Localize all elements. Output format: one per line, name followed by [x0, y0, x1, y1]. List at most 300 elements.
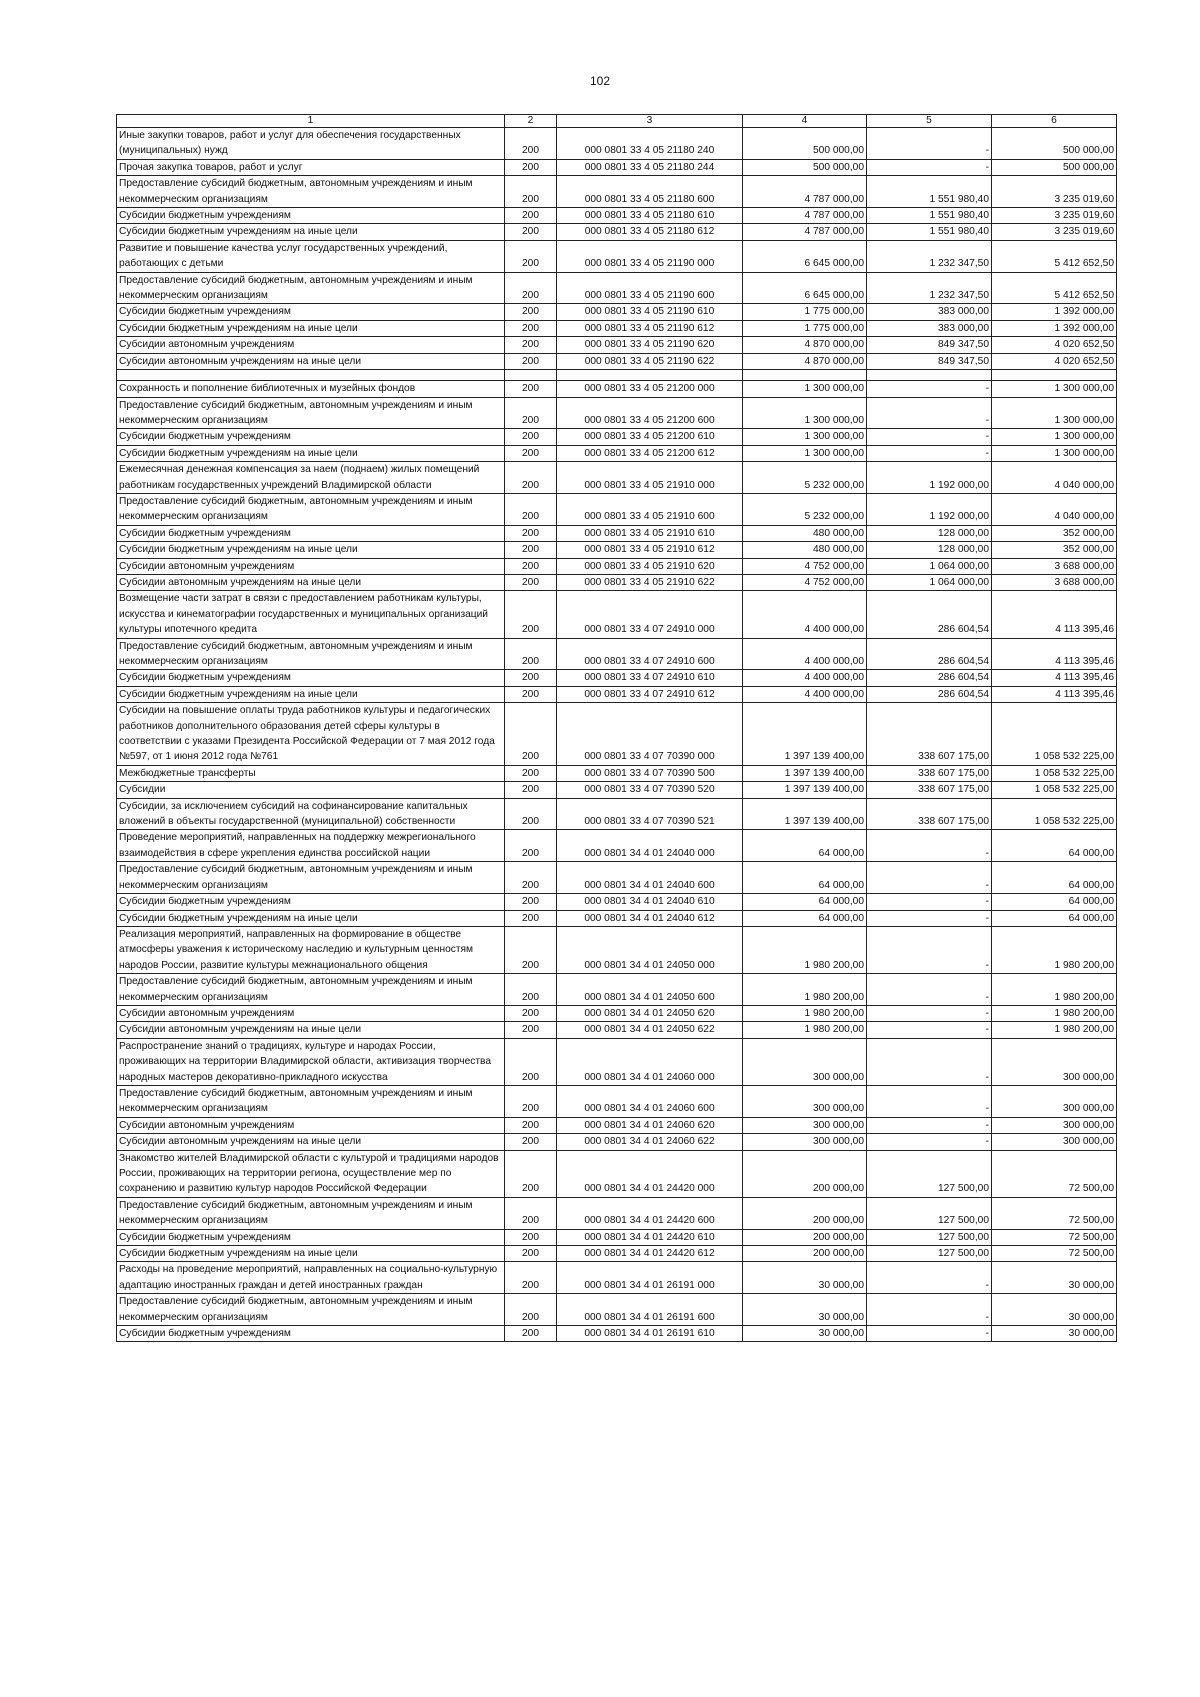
budget-code-cell: 000 0801 34 4 01 24420 000: [557, 1150, 743, 1197]
executed-amount-cell: 127 500,00: [867, 1150, 992, 1197]
approved-amount-cell: 4 752 000,00: [743, 574, 867, 590]
admin-code-cell: 200: [505, 272, 557, 304]
admin-code-cell: 200: [505, 493, 557, 525]
unexecuted-amount-cell: 1 058 532 225,00: [992, 765, 1117, 781]
unexecuted-amount-cell: 30 000,00: [992, 1326, 1117, 1342]
budget-code-cell: 000 0801 33 4 05 21200 612: [557, 445, 743, 461]
executed-amount-cell: 1 064 000,00: [867, 574, 992, 590]
unexecuted-amount-cell: 300 000,00: [992, 1085, 1117, 1117]
unexecuted-amount-cell: 300 000,00: [992, 1117, 1117, 1133]
budget-code-cell: 000 0801 33 4 05 21180 600: [557, 176, 743, 208]
budget-execution-table: [116, 114, 1117, 1342]
approved-amount-cell: 1 980 200,00: [743, 1022, 867, 1038]
unexecuted-amount-cell: 1 980 200,00: [992, 1005, 1117, 1021]
table-row: [117, 670, 1117, 686]
executed-amount-cell: -: [867, 445, 992, 461]
budget-code-cell: 000 0801 33 4 05 21180 610: [557, 208, 743, 224]
budget-code-cell: 000 0801 34 4 01 26191 600: [557, 1294, 743, 1326]
budget-code-cell: 000 0801 33 4 05 21190 610: [557, 304, 743, 320]
spacer-row: [117, 370, 1117, 381]
admin-code-cell: 200: [505, 1117, 557, 1133]
approved-amount-cell: 6 645 000,00: [743, 272, 867, 304]
approved-amount-cell: 300 000,00: [743, 1117, 867, 1133]
approved-amount-cell: 4 400 000,00: [743, 591, 867, 638]
table-row: [117, 558, 1117, 574]
approved-amount-cell: 4 787 000,00: [743, 208, 867, 224]
unexecuted-amount-cell: 1 058 532 225,00: [992, 782, 1117, 798]
expense-name-cell: Распространение знаний о традициях, культуре и народах России, проживающих на территории Владимирской области, активизация творчества народных мастеров декоративно-прикладного искусства: [117, 1038, 505, 1085]
expense-name-cell: Субсидии автономным учреждениям: [117, 337, 505, 353]
expense-name-cell: Предоставление субсидий бюджетным, автономным учреждениям и иным некоммерческим организациям: [117, 1294, 505, 1326]
table-row: [117, 638, 1117, 670]
admin-code-cell: 200: [505, 830, 557, 862]
approved-amount-cell: 300 000,00: [743, 1085, 867, 1117]
approved-amount-cell: 300 000,00: [743, 1038, 867, 1085]
executed-amount-cell: -: [867, 862, 992, 894]
executed-amount-cell: -: [867, 381, 992, 397]
expense-name-cell: Знакомство жителей Владимирской области с культурой и традициями народов России, проживающих на территории региона, осуществление мер по сохранению и развитию культур народов Российской Федерации: [117, 1150, 505, 1197]
admin-code-cell: 200: [505, 1134, 557, 1150]
approved-amount-cell: 1 300 000,00: [743, 397, 867, 429]
unexecuted-amount-cell: 300 000,00: [992, 1038, 1117, 1085]
admin-code-cell: 200: [505, 1246, 557, 1262]
page-number: 102: [589, 74, 611, 88]
spacer-cell: [867, 370, 992, 381]
expense-name-cell: Предоставление субсидий бюджетным, автономным учреждениям и иным некоммерческим организациям: [117, 862, 505, 894]
table-row: [117, 686, 1117, 702]
executed-amount-cell: 286 604,54: [867, 686, 992, 702]
expense-name-cell: Субсидии, за исключением субсидий на софинансирование капитальных вложений в объекты государственной (муниципальной) собственности: [117, 798, 505, 830]
table-row: [117, 1326, 1117, 1342]
table-row: [117, 445, 1117, 461]
approved-amount-cell: 4 787 000,00: [743, 176, 867, 208]
budget-code-cell: 000 0801 34 4 01 24050 000: [557, 926, 743, 973]
budget-code-cell: 000 0801 33 4 05 21180 612: [557, 224, 743, 240]
admin-code-cell: 200: [505, 1229, 557, 1245]
admin-code-cell: 200: [505, 638, 557, 670]
expense-name-cell: Субсидии бюджетным учреждениям: [117, 894, 505, 910]
executed-amount-cell: 127 500,00: [867, 1197, 992, 1229]
executed-amount-cell: 338 607 175,00: [867, 703, 992, 766]
admin-code-cell: 200: [505, 670, 557, 686]
approved-amount-cell: 1 775 000,00: [743, 320, 867, 336]
expense-name-cell: Предоставление субсидий бюджетным, автономным учреждениям и иным некоммерческим организациям: [117, 1197, 505, 1229]
expense-name-cell: Предоставление субсидий бюджетным, автономным учреждениям и иным некоммерческим организациям: [117, 1085, 505, 1117]
approved-amount-cell: 1 397 139 400,00: [743, 798, 867, 830]
approved-amount-cell: 1 980 200,00: [743, 1005, 867, 1021]
executed-amount-cell: -: [867, 910, 992, 926]
unexecuted-amount-cell: 4 020 652,50: [992, 353, 1117, 369]
approved-amount-cell: 5 232 000,00: [743, 493, 867, 525]
unexecuted-amount-cell: 300 000,00: [992, 1134, 1117, 1150]
expense-name-cell: Субсидии автономным учреждениям на иные цели: [117, 1134, 505, 1150]
approved-amount-cell: 480 000,00: [743, 525, 867, 541]
expense-name-cell: Предоставление субсидий бюджетным, автономным учреждениям и иным некоммерческим организациям: [117, 974, 505, 1006]
unexecuted-amount-cell: 4 040 000,00: [992, 462, 1117, 494]
approved-amount-cell: 4 400 000,00: [743, 686, 867, 702]
approved-amount-cell: 64 000,00: [743, 910, 867, 926]
expense-name-cell: Иные закупки товаров, работ и услуг для обеспечения государственных (муниципальных) нужд: [117, 128, 505, 160]
table-row: [117, 462, 1117, 494]
executed-amount-cell: -: [867, 1038, 992, 1085]
admin-code-cell: 200: [505, 1038, 557, 1085]
budget-code-cell: 000 0801 33 4 07 24910 000: [557, 591, 743, 638]
approved-amount-cell: 1 980 200,00: [743, 926, 867, 973]
unexecuted-amount-cell: 3 688 000,00: [992, 558, 1117, 574]
executed-amount-cell: 383 000,00: [867, 304, 992, 320]
expense-name-cell: Предоставление субсидий бюджетным, автономным учреждениям и иным некоммерческим организациям: [117, 176, 505, 208]
table-row: [117, 798, 1117, 830]
approved-amount-cell: 4 752 000,00: [743, 558, 867, 574]
approved-amount-cell: 300 000,00: [743, 1134, 867, 1150]
table-row: [117, 176, 1117, 208]
admin-code-cell: 200: [505, 304, 557, 320]
executed-amount-cell: -: [867, 830, 992, 862]
table-row: [117, 525, 1117, 541]
unexecuted-amount-cell: 72 500,00: [992, 1246, 1117, 1262]
admin-code-cell: 200: [505, 128, 557, 160]
executed-amount-cell: 1 551 980,40: [867, 176, 992, 208]
budget-code-cell: 000 0801 33 4 05 21190 600: [557, 272, 743, 304]
expense-name-cell: Субсидии бюджетным учреждениям на иные цели: [117, 445, 505, 461]
unexecuted-amount-cell: 4 113 395,46: [992, 591, 1117, 638]
table-row: [117, 1294, 1117, 1326]
admin-code-cell: 200: [505, 320, 557, 336]
expense-name-cell: Субсидии бюджетным учреждениям на иные цели: [117, 224, 505, 240]
expense-name-cell: Субсидии автономным учреждениям на иные цели: [117, 574, 505, 590]
unexecuted-amount-cell: 1 980 200,00: [992, 974, 1117, 1006]
table-row: [117, 208, 1117, 224]
table-row: [117, 1022, 1117, 1038]
admin-code-cell: 200: [505, 176, 557, 208]
unexecuted-amount-cell: 1 392 000,00: [992, 320, 1117, 336]
approved-amount-cell: 1 300 000,00: [743, 381, 867, 397]
budget-code-cell: 000 0801 33 4 07 70390 520: [557, 782, 743, 798]
table-row: [117, 591, 1117, 638]
approved-amount-cell: 480 000,00: [743, 542, 867, 558]
unexecuted-amount-cell: 4 113 395,46: [992, 670, 1117, 686]
executed-amount-cell: 338 607 175,00: [867, 782, 992, 798]
budget-code-cell: 000 0801 34 4 01 24060 000: [557, 1038, 743, 1085]
column-header-2: 2: [505, 115, 557, 128]
approved-amount-cell: 1 397 139 400,00: [743, 703, 867, 766]
table-row: [117, 862, 1117, 894]
admin-code-cell: 200: [505, 1294, 557, 1326]
executed-amount-cell: 1 192 000,00: [867, 462, 992, 494]
admin-code-cell: 200: [505, 240, 557, 272]
executed-amount-cell: 1 232 347,50: [867, 272, 992, 304]
admin-code-cell: 200: [505, 208, 557, 224]
admin-code-cell: 200: [505, 1150, 557, 1197]
admin-code-cell: 200: [505, 1262, 557, 1294]
unexecuted-amount-cell: 1 980 200,00: [992, 1022, 1117, 1038]
budget-code-cell: 000 0801 34 4 01 24050 600: [557, 974, 743, 1006]
executed-amount-cell: 127 500,00: [867, 1246, 992, 1262]
table-row: [117, 1197, 1117, 1229]
table-row: [117, 894, 1117, 910]
expense-name-cell: Ежемесячная денежная компенсация за наем (поднаем) жилых помещений работникам государственных учреждений Владимирской области: [117, 462, 505, 494]
budget-code-cell: 000 0801 34 4 01 24060 622: [557, 1134, 743, 1150]
expense-name-cell: Возмещение части затрат в связи с предоставлением работникам культуры, искусства и кинематографии государственных и муниципальных организаций культуры ипотечного кредита: [117, 591, 505, 638]
budget-code-cell: 000 0801 34 4 01 24420 610: [557, 1229, 743, 1245]
executed-amount-cell: 383 000,00: [867, 320, 992, 336]
executed-amount-cell: 1 551 980,40: [867, 224, 992, 240]
unexecuted-amount-cell: 4 113 395,46: [992, 686, 1117, 702]
approved-amount-cell: 64 000,00: [743, 862, 867, 894]
table-row: [117, 493, 1117, 525]
budget-code-cell: 000 0801 33 4 07 24910 610: [557, 670, 743, 686]
executed-amount-cell: 286 604,54: [867, 638, 992, 670]
expense-name-cell: Субсидии бюджетным учреждениям на иные цели: [117, 910, 505, 926]
unexecuted-amount-cell: 3 235 019,60: [992, 176, 1117, 208]
admin-code-cell: 200: [505, 574, 557, 590]
unexecuted-amount-cell: 352 000,00: [992, 525, 1117, 541]
budget-code-cell: 000 0801 33 4 05 21180 240: [557, 128, 743, 160]
column-header-3: 3: [557, 115, 743, 128]
expense-name-cell: Предоставление субсидий бюджетным, автономным учреждениям и иным некоммерческим организациям: [117, 493, 505, 525]
approved-amount-cell: 200 000,00: [743, 1246, 867, 1262]
expense-name-cell: Развитие и повышение качества услуг государственных учреждений, работающих с детьми: [117, 240, 505, 272]
expense-name-cell: Сохранность и пополнение библиотечных и музейных фондов: [117, 381, 505, 397]
admin-code-cell: 200: [505, 525, 557, 541]
executed-amount-cell: 1 064 000,00: [867, 558, 992, 574]
budget-code-cell: 000 0801 33 4 05 21190 622: [557, 353, 743, 369]
executed-amount-cell: -: [867, 1134, 992, 1150]
budget-code-cell: 000 0801 33 4 07 24910 612: [557, 686, 743, 702]
budget-code-cell: 000 0801 34 4 01 24050 620: [557, 1005, 743, 1021]
admin-code-cell: 200: [505, 974, 557, 1006]
table-row: [117, 240, 1117, 272]
budget-code-cell: 000 0801 33 4 07 70390 000: [557, 703, 743, 766]
executed-amount-cell: 286 604,54: [867, 670, 992, 686]
unexecuted-amount-cell: 4 020 652,50: [992, 337, 1117, 353]
expense-name-cell: Межбюджетные трансферты: [117, 765, 505, 781]
table-row: [117, 703, 1117, 766]
approved-amount-cell: 1 775 000,00: [743, 304, 867, 320]
unexecuted-amount-cell: 3 235 019,60: [992, 224, 1117, 240]
executed-amount-cell: -: [867, 1022, 992, 1038]
table-row: [117, 1246, 1117, 1262]
spacer-cell: [505, 370, 557, 381]
unexecuted-amount-cell: 64 000,00: [992, 830, 1117, 862]
budget-code-cell: 000 0801 34 4 01 24040 610: [557, 894, 743, 910]
expense-name-cell: Субсидии бюджетным учреждениям на иные цели: [117, 1246, 505, 1262]
unexecuted-amount-cell: 64 000,00: [992, 862, 1117, 894]
expense-name-cell: Субсидии на повышение оплаты труда работников культуры и педагогических работников дополнительного образования детей сферы культуры в соответствии с указами Президента Российской Федерации от 7 мая 2012 года №597, от 1 июня 2012 года №761: [117, 703, 505, 766]
budget-code-cell: 000 0801 33 4 05 21200 000: [557, 381, 743, 397]
admin-code-cell: 200: [505, 462, 557, 494]
table-row: [117, 1134, 1117, 1150]
admin-code-cell: 200: [505, 381, 557, 397]
budget-code-cell: 000 0801 33 4 05 21190 000: [557, 240, 743, 272]
admin-code-cell: 200: [505, 542, 557, 558]
budget-code-cell: 000 0801 34 4 01 24040 600: [557, 862, 743, 894]
admin-code-cell: 200: [505, 862, 557, 894]
budget-code-cell: 000 0801 34 4 01 24040 612: [557, 910, 743, 926]
budget-code-cell: 000 0801 34 4 01 24420 600: [557, 1197, 743, 1229]
table-row: [117, 224, 1117, 240]
admin-code-cell: 200: [505, 782, 557, 798]
approved-amount-cell: 30 000,00: [743, 1326, 867, 1342]
admin-code-cell: 200: [505, 894, 557, 910]
column-header-5: 5: [867, 115, 992, 128]
unexecuted-amount-cell: 72 500,00: [992, 1197, 1117, 1229]
approved-amount-cell: 30 000,00: [743, 1294, 867, 1326]
admin-code-cell: 200: [505, 224, 557, 240]
approved-amount-cell: 6 645 000,00: [743, 240, 867, 272]
executed-amount-cell: 1 551 980,40: [867, 208, 992, 224]
unexecuted-amount-cell: 1 980 200,00: [992, 926, 1117, 973]
budget-code-cell: 000 0801 33 4 05 21910 622: [557, 574, 743, 590]
expense-name-cell: Субсидии бюджетным учреждениям: [117, 429, 505, 445]
admin-code-cell: 200: [505, 1197, 557, 1229]
spacer-cell: [992, 370, 1117, 381]
unexecuted-amount-cell: 30 000,00: [992, 1294, 1117, 1326]
admin-code-cell: 200: [505, 558, 557, 574]
table-row: [117, 910, 1117, 926]
admin-code-cell: 200: [505, 337, 557, 353]
spacer-cell: [743, 370, 867, 381]
admin-code-cell: 200: [505, 1022, 557, 1038]
executed-amount-cell: 1 232 347,50: [867, 240, 992, 272]
executed-amount-cell: 338 607 175,00: [867, 798, 992, 830]
table-row: [117, 1117, 1117, 1133]
budget-code-cell: 000 0801 33 4 05 21180 244: [557, 159, 743, 175]
unexecuted-amount-cell: 1 300 000,00: [992, 429, 1117, 445]
expense-name-cell: Субсидии автономным учреждениям на иные цели: [117, 353, 505, 369]
expense-name-cell: Реализация мероприятий, направленных на формирование в обществе атмосферы уважения к историческому наследию и культурным ценностям народов России, развитие культуры межнационального общения: [117, 926, 505, 973]
spacer-cell: [557, 370, 743, 381]
executed-amount-cell: 128 000,00: [867, 542, 992, 558]
unexecuted-amount-cell: 500 000,00: [992, 159, 1117, 175]
table-row: [117, 159, 1117, 175]
approved-amount-cell: 1 397 139 400,00: [743, 765, 867, 781]
unexecuted-amount-cell: 1 300 000,00: [992, 397, 1117, 429]
spacer-cell: [117, 370, 505, 381]
executed-amount-cell: 849 347,50: [867, 353, 992, 369]
table-row: [117, 304, 1117, 320]
unexecuted-amount-cell: 3 235 019,60: [992, 208, 1117, 224]
table-row: [117, 542, 1117, 558]
admin-code-cell: 200: [505, 1085, 557, 1117]
expense-name-cell: Субсидии автономным учреждениям: [117, 1005, 505, 1021]
table-row: [117, 926, 1117, 973]
admin-code-cell: 200: [505, 910, 557, 926]
expense-name-cell: Субсидии автономным учреждениям на иные цели: [117, 1022, 505, 1038]
table-row: [117, 128, 1117, 160]
budget-code-cell: 000 0801 33 4 05 21190 612: [557, 320, 743, 336]
budget-code-cell: 000 0801 33 4 07 70390 521: [557, 798, 743, 830]
unexecuted-amount-cell: 4 040 000,00: [992, 493, 1117, 525]
expense-name-cell: Расходы на проведение мероприятий, направленных на социально-культурную адаптацию иностранных граждан и детей иностранных граждан: [117, 1262, 505, 1294]
expense-name-cell: Субсидии автономным учреждениям: [117, 1117, 505, 1133]
approved-amount-cell: 1 300 000,00: [743, 445, 867, 461]
unexecuted-amount-cell: 72 500,00: [992, 1229, 1117, 1245]
executed-amount-cell: -: [867, 1117, 992, 1133]
unexecuted-amount-cell: 1 300 000,00: [992, 381, 1117, 397]
approved-amount-cell: 30 000,00: [743, 1262, 867, 1294]
executed-amount-cell: 1 192 000,00: [867, 493, 992, 525]
approved-amount-cell: 1 300 000,00: [743, 429, 867, 445]
unexecuted-amount-cell: 5 412 652,50: [992, 240, 1117, 272]
expense-name-cell: Предоставление субсидий бюджетным, автономным учреждениям и иным некоммерческим организациям: [117, 638, 505, 670]
admin-code-cell: 200: [505, 159, 557, 175]
table-row: [117, 974, 1117, 1006]
executed-amount-cell: -: [867, 128, 992, 160]
approved-amount-cell: 200 000,00: [743, 1197, 867, 1229]
admin-code-cell: 200: [505, 798, 557, 830]
executed-amount-cell: 128 000,00: [867, 525, 992, 541]
expense-name-cell: Субсидии автономным учреждениям: [117, 558, 505, 574]
table-row: [117, 397, 1117, 429]
unexecuted-amount-cell: 30 000,00: [992, 1262, 1117, 1294]
expense-name-cell: Прочая закупка товаров, работ и услуг: [117, 159, 505, 175]
admin-code-cell: 200: [505, 591, 557, 638]
executed-amount-cell: -: [867, 974, 992, 1006]
unexecuted-amount-cell: 1 058 532 225,00: [992, 703, 1117, 766]
expense-name-cell: Субсидии бюджетным учреждениям на иные цели: [117, 686, 505, 702]
budget-code-cell: 000 0801 33 4 05 21910 000: [557, 462, 743, 494]
table-body: [117, 128, 1117, 1342]
table-row: [117, 353, 1117, 369]
executed-amount-cell: -: [867, 1085, 992, 1117]
admin-code-cell: 200: [505, 397, 557, 429]
unexecuted-amount-cell: 500 000,00: [992, 128, 1117, 160]
admin-code-cell: 200: [505, 703, 557, 766]
table-row: [117, 381, 1117, 397]
approved-amount-cell: 4 400 000,00: [743, 638, 867, 670]
unexecuted-amount-cell: 64 000,00: [992, 894, 1117, 910]
budget-code-cell: 000 0801 34 4 01 24060 620: [557, 1117, 743, 1133]
budget-code-cell: 000 0801 34 4 01 24040 000: [557, 830, 743, 862]
table-row: [117, 1038, 1117, 1085]
column-header-1: 1: [117, 115, 505, 128]
budget-code-cell: 000 0801 34 4 01 26191 000: [557, 1262, 743, 1294]
unexecuted-amount-cell: 1 058 532 225,00: [992, 798, 1117, 830]
expense-name-cell: Субсидии бюджетным учреждениям: [117, 304, 505, 320]
approved-amount-cell: 4 400 000,00: [743, 670, 867, 686]
executed-amount-cell: 849 347,50: [867, 337, 992, 353]
admin-code-cell: 200: [505, 445, 557, 461]
unexecuted-amount-cell: 5 412 652,50: [992, 272, 1117, 304]
budget-code-cell: 000 0801 33 4 05 21190 620: [557, 337, 743, 353]
unexecuted-amount-cell: 64 000,00: [992, 910, 1117, 926]
expense-name-cell: Субсидии: [117, 782, 505, 798]
executed-amount-cell: -: [867, 1005, 992, 1021]
expense-name-cell: Проведение мероприятий, направленных на поддержку межрегионального взаимодействия в сфере укрепления единства российской нации: [117, 830, 505, 862]
executed-amount-cell: 286 604,54: [867, 591, 992, 638]
budget-code-cell: 000 0801 34 4 01 24050 622: [557, 1022, 743, 1038]
table-row: [117, 782, 1117, 798]
column-number-row: [117, 115, 1117, 128]
unexecuted-amount-cell: 1 300 000,00: [992, 445, 1117, 461]
expense-name-cell: Субсидии бюджетным учреждениям на иные цели: [117, 320, 505, 336]
approved-amount-cell: 200 000,00: [743, 1229, 867, 1245]
expense-name-cell: Субсидии бюджетным учреждениям: [117, 1229, 505, 1245]
executed-amount-cell: 338 607 175,00: [867, 765, 992, 781]
approved-amount-cell: 64 000,00: [743, 830, 867, 862]
budget-code-cell: 000 0801 33 4 05 21910 610: [557, 525, 743, 541]
admin-code-cell: 200: [505, 1326, 557, 1342]
table-row: [117, 320, 1117, 336]
executed-amount-cell: -: [867, 1294, 992, 1326]
budget-code-cell: 000 0801 33 4 05 21200 610: [557, 429, 743, 445]
budget-code-cell: 000 0801 34 4 01 24060 600: [557, 1085, 743, 1117]
executed-amount-cell: -: [867, 926, 992, 973]
expense-name-cell: Субсидии бюджетным учреждениям: [117, 1326, 505, 1342]
budget-code-cell: 000 0801 33 4 05 21910 620: [557, 558, 743, 574]
expense-name-cell: Предоставление субсидий бюджетным, автономным учреждениям и иным некоммерческим организациям: [117, 272, 505, 304]
